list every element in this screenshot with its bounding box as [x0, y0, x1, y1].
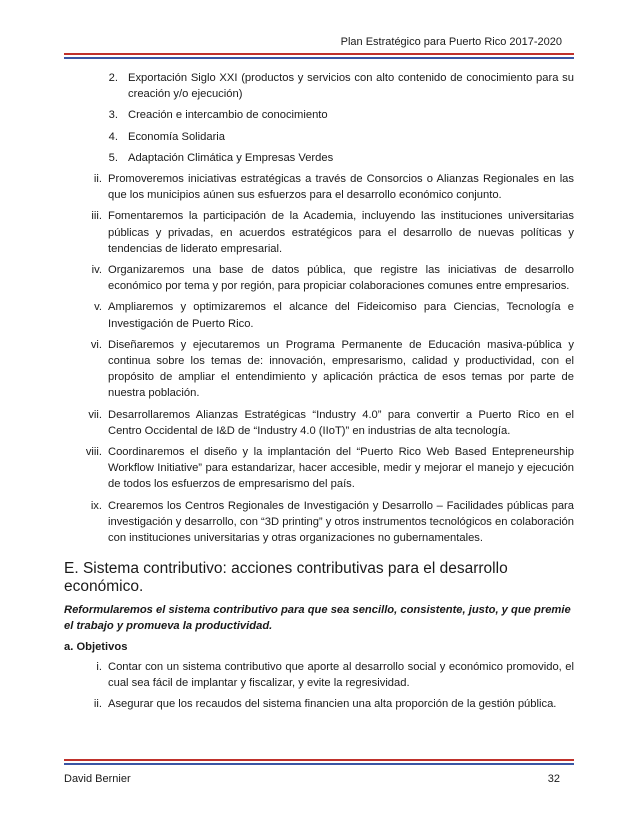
list-item: v. Ampliaremos y optimizaremos el alcance del Fideicomiso para Ciencias, Tecnología e Investigación de Puerto Rico. — [94, 301, 574, 330]
header-rule-red — [64, 53, 574, 55]
list-item: vi. Diseñaremos y ejecutaremos un Programa Permanente de Educación masiva-pública y continua sobre los temas de: innovación, empresarismo, calidad y productividad, con el propósito de ampliar el entendimiento y aplicación práctica de esos temas por parte de nuestra población. — [90, 338, 574, 400]
list-item: i. Contar con un sistema contributivo que aporte al desarrollo social y económico promovido, el cual sea fácil de implantar y fiscalizar, y evite la regresividad. — [96, 660, 574, 689]
numbered-sublist — [64, 70, 574, 166]
list-item: 4. Economía Solidaria — [108, 130, 226, 143]
list-item: viii. Coordinaremos el diseño y la implantación del “Puerto Rico Web Based Entepreneurship Workflow Initiative” para estandarizar, hacer accesible, medir y mejorar el manejo y ejecución de todos los esfuerzos de empresarismo del país. — [85, 446, 574, 491]
roman-list — [64, 171, 574, 546]
list-item: 5. Adaptación Climática y Empresas Verdes — [108, 151, 334, 164]
footer-author: David Bernier — [64, 773, 131, 785]
objectives-list — [64, 659, 574, 713]
objectives-heading: a. Objetivos — [64, 640, 128, 653]
list-item: ii. Promoveremos iniciativas estratégicas a través de Consorcios o Alianzas Regionales en las que los municipios aúnen sus esfuerzos para el desarrollo económico conjunto. — [93, 173, 574, 202]
list-item: 2. Exportación Siglo XXI (productos y servicios con alto contenido de conocimiento para su creación y/o ejecución) — [108, 72, 574, 101]
list-item: iv. Organizaremos una base de datos pública, que registre las iniciativas de desarrollo económico por tema y por región, para propiciar colaboraciones comunes entre empresarios. — [91, 264, 574, 293]
section-lead: Reformularemos el sistema contributivo para que sea sencillo, consistente, justo, y que premie el trabajo y promueva la productividad. — [64, 604, 571, 633]
list-item: 3. Creación e intercambio de conocimiento — [108, 109, 328, 122]
list-item: ix. Crearemos los Centros Regionales de Investigación y Desarrollo – Facilidades públicas para investigación y desarrollo, con “3D printing” y otros instrumentos tecnológicos en colaboración con instituciones universitarias y otras organizaciones no gubernamentales. — [90, 499, 574, 545]
footer-rule-red — [64, 759, 574, 761]
footer-rule-blue — [64, 763, 574, 765]
list-item: iii. Fomentaremos la participación de la Academia, incluyendo las instituciones universitarias públicas y privadas, en acuerdos estratégicos para el desarrollo de nuevas políticas y tendencias de liderato empresarial. — [91, 210, 574, 255]
list-item: vii. Desarrollaremos Alianzas Estratégicas “Industry 4.0” para convertir a Puerto Rico en el Centro Occidental de I&D de “Industry 4.0 (IIoT)” en industrias de alta tecnología. — [88, 408, 574, 437]
section-heading: E. Sistema contributivo: acciones contributivas para el desarrollo económico. — [64, 560, 508, 596]
header-rule-blue — [64, 57, 574, 59]
page-header-title: Plan Estratégico para Puerto Rico 2017-2020 — [340, 36, 562, 48]
list-item: ii. Asegurar que los recaudos del sistema financien una alta proporción de la gestión pública. — [93, 698, 557, 711]
page-number: 32 — [547, 773, 560, 785]
page-content — [64, 70, 574, 717]
